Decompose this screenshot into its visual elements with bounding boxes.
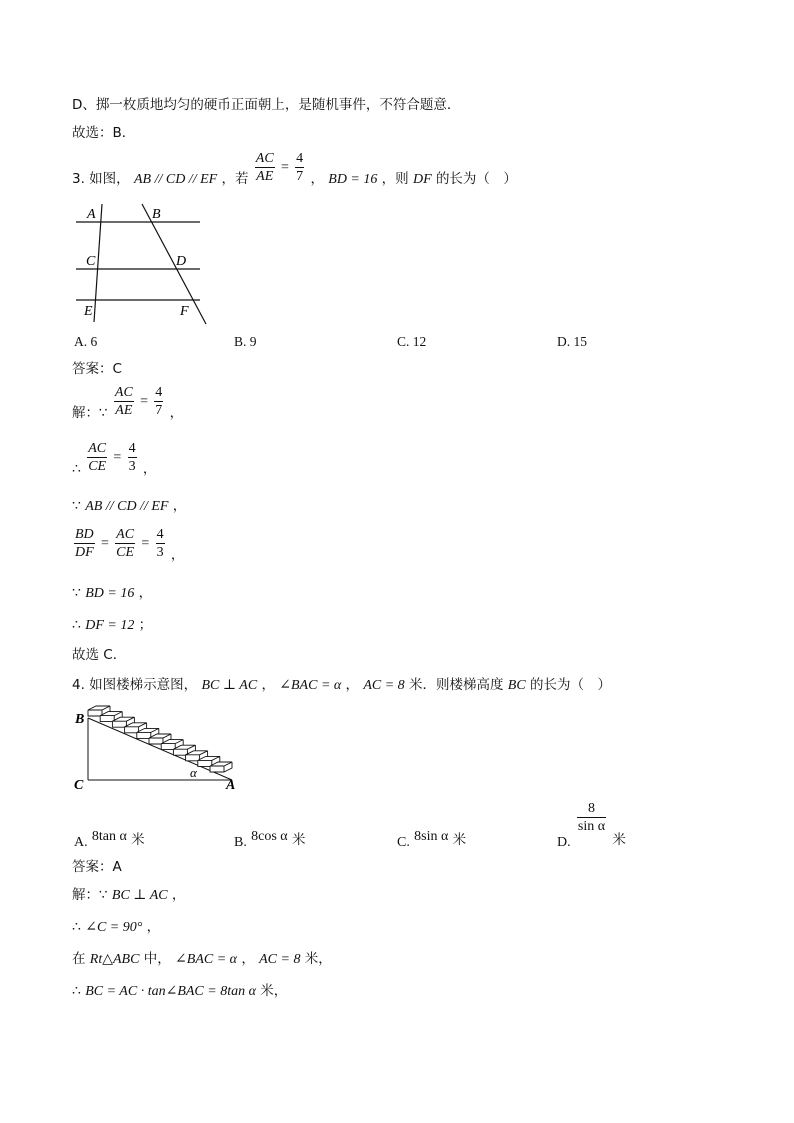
parallel-lines-figure	[72, 200, 212, 326]
q4-suffix: 的长为（ ）	[529, 677, 611, 693]
q4-sol-l1-pre: 解：∵	[72, 887, 108, 903]
q3-frac-den: AE	[256, 169, 274, 184]
label-a: A	[87, 207, 96, 222]
q3-sol-eq: =	[140, 394, 148, 409]
q3-sol-frac-4-7	[154, 384, 163, 419]
q3-sol-comma: ，	[169, 405, 184, 421]
q3-sol-bd16: BD = 16	[85, 586, 135, 601]
q3-sol-frac2-num: AC	[88, 441, 107, 456]
q4-solution-line-3	[72, 950, 332, 969]
q4-comma1: ，	[261, 677, 275, 693]
q4-a-unit: 米	[131, 832, 145, 848]
q3-sol-frac4-num: AC	[116, 527, 135, 542]
q4-answer: 答案：A	[72, 859, 122, 875]
q3-sol-comma5: ，	[138, 585, 153, 601]
label-b-stair: B	[75, 712, 85, 727]
q3-option-d: D. 15	[557, 334, 587, 349]
q3-sol-num-4b: 4	[128, 441, 136, 456]
q4-sol-l3-ac: AC = 8	[259, 952, 301, 967]
q4-c-label: C.	[397, 835, 410, 850]
q3-sol-frac-ac-ce	[87, 440, 107, 475]
q3-then: ，则	[381, 171, 409, 187]
q4-ac8: AC = 8	[363, 678, 405, 693]
q3-bd: BD = 16	[328, 172, 378, 187]
therefore-symbol-2: ∴	[72, 618, 81, 633]
q4-sol-l1-expr: BC ⊥ AC	[111, 888, 168, 903]
q4-sol-l3-c: ，	[241, 951, 255, 967]
q3-parallel: AB // CD // EF	[133, 172, 218, 187]
q3-solution-line-1	[72, 384, 183, 428]
q4-d-label: D.	[557, 835, 571, 850]
q3-comma-if: ，若	[221, 171, 249, 187]
q3-frac-num: AC	[255, 151, 274, 166]
q3-sol-eq2: =	[113, 450, 122, 465]
q3-eq: =	[280, 160, 289, 175]
q3-sol-semicolon: ；	[138, 617, 153, 633]
q3-sol-frac3-num: BD	[75, 527, 94, 542]
q3-sol-frac-4-3-b	[156, 526, 165, 561]
q4-b-label: B.	[234, 835, 247, 850]
q4-sol-l2-expr: ∠C = 90°	[85, 920, 143, 935]
q3-sol-comma2: ，	[142, 461, 157, 477]
answer-line-b: 故选：B．	[72, 125, 136, 141]
q4-solution-line-1	[72, 886, 185, 905]
q4-sol-l3-mid: 中，	[143, 951, 171, 967]
q3-option-b: B. 9	[234, 334, 257, 349]
q4-b-unit: 米	[291, 832, 306, 848]
q3-sol-eq4: =	[141, 536, 150, 551]
q4-option-b	[234, 824, 306, 850]
q3-sol-frac-bd-df	[74, 526, 95, 561]
q3-sol-den-7: 7	[155, 403, 163, 418]
q3-sol-frac-ac-ce-2	[115, 526, 135, 561]
q4-sol-l3-angle: ∠BAC = α	[175, 952, 238, 967]
q3-sol-frac3-den: DF	[75, 545, 94, 560]
q4-option-a	[74, 824, 145, 850]
q3-sol-comma3: ，	[172, 498, 187, 514]
q4-solution-line-2	[72, 918, 160, 937]
q4-option-d	[557, 800, 626, 850]
q4-sol-l4-expr: BC = AC · tan∠BAC = 8tan α	[85, 984, 256, 999]
q3-solution-line-6	[72, 616, 152, 635]
q4-sol-l4-unit: 米，	[260, 983, 288, 999]
q3-value-den: 7	[296, 169, 304, 184]
label-c-stair: C	[74, 778, 84, 793]
question-4	[72, 676, 611, 695]
q4-angle: ∠BAC = α	[279, 678, 342, 693]
therefore-symbol: ∴	[72, 462, 81, 477]
q4-sol-l3-unit: 米，	[304, 951, 332, 967]
q4-a-expr: 8tan α	[91, 829, 127, 844]
q3-solution-line-3	[72, 497, 186, 516]
q3-final: 故选 C．	[72, 647, 127, 663]
q3-sol-frac4-den: CE	[116, 545, 135, 560]
q3-sol-num-4: 4	[155, 385, 163, 400]
q3-sol-df12: DF = 12	[85, 618, 135, 633]
q3-sol-den-3: 3	[128, 459, 136, 474]
q3-solution-line-5	[72, 584, 152, 603]
q3-sol-eq3: =	[100, 536, 109, 551]
label-c: C	[86, 254, 96, 269]
label-a-stair: A	[226, 778, 236, 793]
q4-sol-l1-post: ，	[171, 887, 186, 903]
option-d-explanation: D、掷一枚质地均匀的硬币正面朝上，是随机事件，不符合题意．	[72, 97, 461, 113]
because-symbol: ∵	[72, 499, 81, 514]
q3-solution-line-2	[72, 440, 156, 484]
stair-step	[210, 762, 232, 772]
q4-sol-l3-pre: 在	[72, 951, 86, 967]
q4-a-label: A.	[74, 835, 88, 850]
q4-d-den: sin α	[577, 819, 606, 834]
q3-suffix: 的长为（ ）	[435, 171, 517, 187]
because-symbol-2: ∵	[72, 586, 81, 601]
q3-sol-frac2-den: CE	[88, 459, 107, 474]
q4-sol-l2-pre: ∴	[72, 920, 81, 935]
q3-prefix: 3. 如图，	[72, 171, 130, 187]
q4-sol-l4-pre: ∴	[72, 984, 81, 999]
q4-sol-l3-tri: Rt△ABC	[89, 952, 140, 967]
q3-comma: ，	[310, 171, 324, 187]
q4-b-expr: 8cos α	[251, 829, 288, 844]
staircase-steps	[88, 706, 232, 772]
q4-d-fraction	[577, 800, 606, 835]
q4-option-c	[397, 824, 467, 850]
label-f: F	[180, 304, 189, 319]
q4-sol-l2-post: ，	[146, 919, 161, 935]
q4-d-unit: 米	[612, 832, 626, 848]
q3-answer: 答案：C	[72, 361, 122, 377]
question-3	[72, 150, 517, 194]
q4-comma2: ，	[345, 677, 360, 693]
q3-option-a: A. 6	[74, 334, 98, 349]
q3-sol-frac-4-3	[128, 440, 137, 475]
q3-sol-comma4: ，	[170, 547, 185, 563]
staircase-figure	[72, 700, 242, 795]
q3-sol-frac-den: AE	[115, 403, 133, 418]
q3-df: DF	[412, 172, 432, 187]
label-d: D	[176, 254, 187, 269]
label-alpha: α	[190, 765, 197, 780]
q4-c-unit: 米	[452, 832, 467, 848]
q3-fraction-ac-ae	[255, 150, 275, 185]
q3-option-c: C. 12	[397, 334, 427, 349]
q4-bc-perp-ac: BC ⊥ AC	[201, 678, 258, 693]
q3-sol-jie: 解：∵	[72, 405, 108, 421]
q3-sol-den-3b: 3	[156, 545, 164, 560]
q4-solution-line-4	[72, 982, 287, 1001]
label-e: E	[84, 304, 93, 319]
q4-mi-then: 米．则楼梯高度	[408, 677, 504, 693]
q4-d-num: 8	[577, 800, 606, 818]
q3-sol-num-4c: 4	[156, 527, 164, 542]
q3-fraction-value	[295, 150, 304, 185]
label-b: B	[152, 207, 161, 222]
q4-prefix: 4. 如图楼梯示意图，	[72, 677, 198, 693]
q3-value-num: 4	[296, 151, 304, 166]
q3-sol-parallel: AB // CD // EF	[85, 499, 169, 514]
q3-sol-frac-ac-ae	[114, 384, 134, 419]
q4-c-expr: 8sin α	[414, 829, 449, 844]
q3-sol-frac-num: AC	[114, 385, 133, 400]
q3-solution-line-4	[72, 526, 184, 570]
q4-bc: BC	[507, 678, 526, 693]
